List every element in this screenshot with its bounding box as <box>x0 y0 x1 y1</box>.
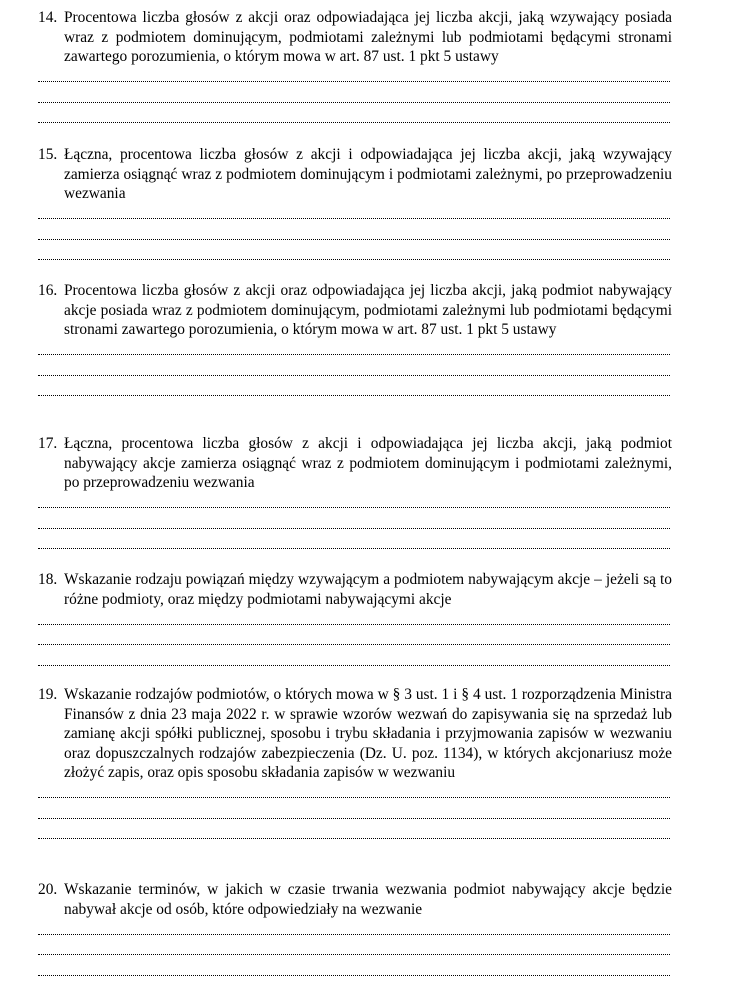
item-number: 14. <box>38 9 58 26</box>
form-item-16 <box>38 281 672 402</box>
item-question: Łączna, procentowa liczba głosów z akcji i odpowiadająca jej liczba akcji, jaką podmiot nabywający akcje zamierza osiągnąć wraz z podmiotem dominującym i podmiotami zależnymi, po przeprowadzeniu wezwania <box>64 435 672 492</box>
item-number: 15. <box>38 146 58 163</box>
answer-line[interactable] <box>38 784 672 805</box>
answer-area[interactable] <box>38 610 672 672</box>
answer-line[interactable] <box>38 920 672 941</box>
answer-line[interactable] <box>38 535 672 556</box>
answer-line[interactable] <box>38 246 672 267</box>
item-number: 16. <box>38 282 58 299</box>
answer-line[interactable] <box>38 361 672 382</box>
answer-area[interactable] <box>38 205 672 267</box>
answer-line[interactable] <box>38 494 672 515</box>
item-question: Procentowa liczba głosów z akcji oraz odpowiadająca jej liczba akcji, jaką wzywający posiada wraz z podmiotem dominującym, podmiotami zależnymi lub podmiotami będącymi stronami zawartego porozumienia, o którym mowa w art. 87 ust. 1 pkt 5 ustawy <box>64 9 672 66</box>
item-number: 19. <box>38 686 58 703</box>
form-item-19 <box>38 685 672 845</box>
item-question: Procentowa liczba głosów z akcji oraz odpowiadająca jej liczba akcji, jaką podmiot nabywający akcje posiada wraz z podmiotem dominującym, podmiotami zależnymi lub podmiotami będącymi stronami zawartego porozumienia, o którym mowa w art. 87 ust. 1 pkt 5 ustawy <box>64 282 672 339</box>
item-question: Wskazanie rodzajów podmiotów, o których mowa w § 3 ust. 1 i § 4 ust. 1 rozporządzenia Ministra Finansów z dnia 23 maja 2022 r. w sprawie wzorów wezwań do zapisywania się na sprzedaż lub zamianę akcji spółki publicznej, sposobu i trybu składania i przyjmowania zapisów w wezwaniu oraz dopuszczalnych rodzajów zabezpieczenia (Dz. U. poz. 1134), w których akcjonariusz może złożyć zapis, oraz opis sposobu składania zapisów w wezwaniu <box>64 686 672 782</box>
answer-line[interactable] <box>38 68 672 89</box>
form-item-20 <box>38 880 672 982</box>
answer-area[interactable] <box>38 920 672 982</box>
item-question: Wskazanie terminów, w jakich w czasie trwania wezwania podmiot nabywający akcje będzie nabywał akcje od osób, które odpowiedziały na wezwanie <box>64 881 672 918</box>
answer-area[interactable] <box>38 784 672 846</box>
item-question: Łączna, procentowa liczba głosów z akcji i odpowiadająca jej liczba akcji, jaką wzywający zamierza osiągnąć wraz z podmiotem dominującym i podmiotami zależnymi, po przeprowadzeniu wezwania <box>64 146 672 203</box>
answer-line[interactable] <box>38 961 672 982</box>
answer-area[interactable] <box>38 68 672 130</box>
answer-line[interactable] <box>38 610 672 631</box>
form-item-18 <box>38 570 672 672</box>
answer-area[interactable] <box>38 494 672 556</box>
item-number: 20. <box>38 881 58 898</box>
form-item-17 <box>38 434 672 555</box>
answer-line[interactable] <box>38 205 672 226</box>
answer-line[interactable] <box>38 825 672 846</box>
form-item-14 <box>38 8 672 129</box>
item-number: 18. <box>38 571 58 588</box>
item-question: Wskazanie rodzaju powiązań między wzywającym a podmiotem nabywającym akcje – jeżeli są to różne podmioty, oraz między podmiotami nabywającymi akcje <box>64 571 672 608</box>
item-number: 17. <box>38 435 58 452</box>
answer-line[interactable] <box>38 514 672 535</box>
answer-line[interactable] <box>38 382 672 403</box>
answer-line[interactable] <box>38 651 672 672</box>
answer-line[interactable] <box>38 941 672 962</box>
answer-line[interactable] <box>38 341 672 362</box>
answer-line[interactable] <box>38 88 672 109</box>
answer-line[interactable] <box>38 631 672 652</box>
answer-line[interactable] <box>38 109 672 130</box>
form-item-15 <box>38 145 672 266</box>
answer-line[interactable] <box>38 804 672 825</box>
answer-line[interactable] <box>38 225 672 246</box>
answer-area[interactable] <box>38 341 672 403</box>
